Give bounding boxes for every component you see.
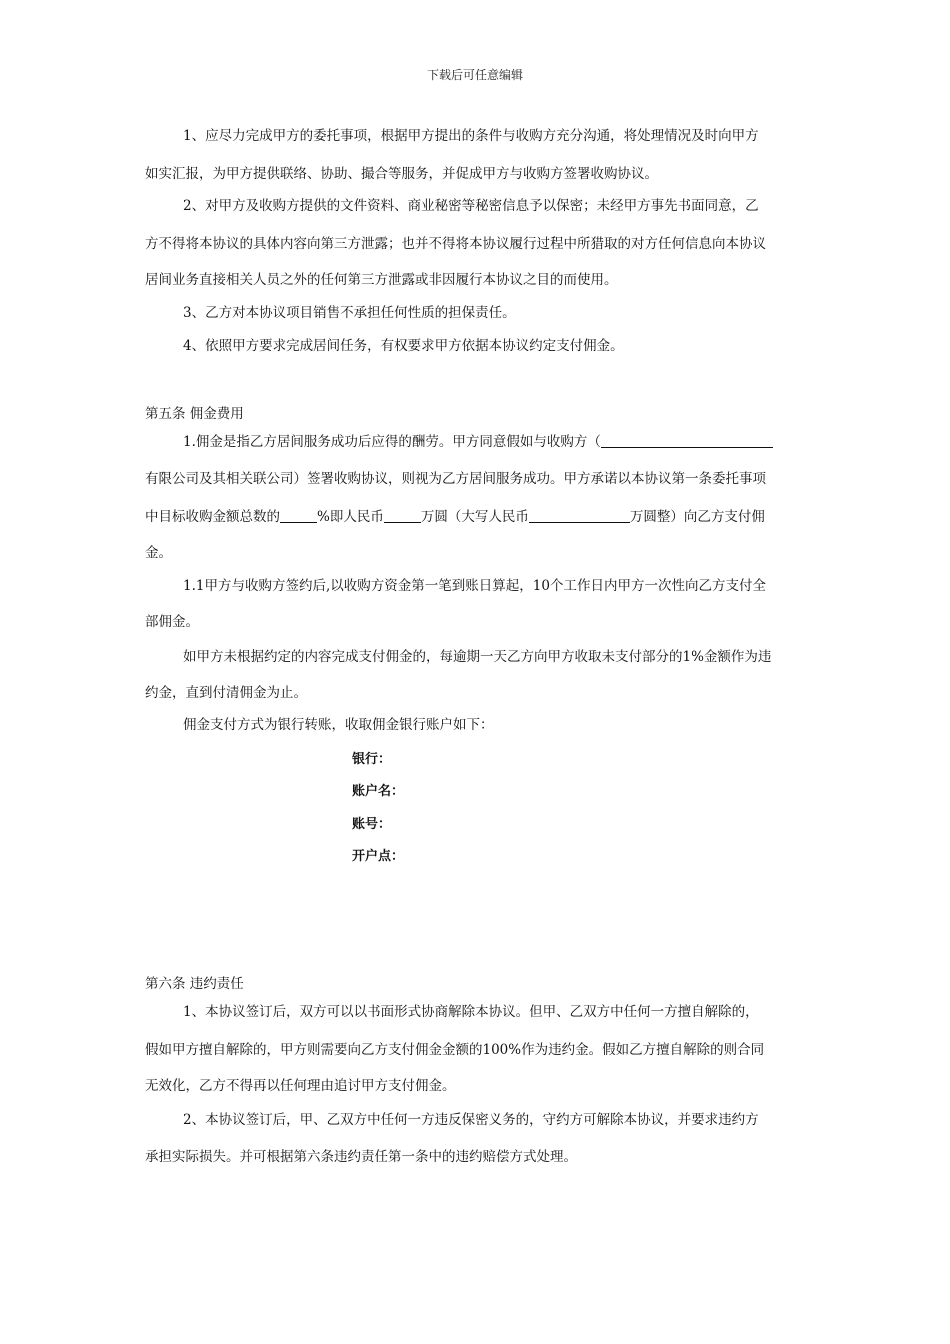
article-5-title: 第五条 佣金费用 bbox=[145, 406, 244, 422]
rmb-amount-blank[interactable] bbox=[384, 508, 421, 523]
article-5-line-4: 金。 bbox=[145, 545, 172, 561]
article-5-line-3 bbox=[145, 499, 810, 535]
article-5-text-d: 万圆整）向乙方支付佣 bbox=[629, 509, 765, 525]
article-6-1-line-1: 1、本协议签订后，双方可以以书面形式协商解除本协议。但甲、乙双方中任何一方擅自解除的， bbox=[183, 1004, 759, 1020]
account-name-label: 账户名： bbox=[352, 784, 405, 799]
percent-blank[interactable] bbox=[280, 508, 317, 523]
article-6-title: 第六条 违约责任 bbox=[145, 976, 244, 992]
article-6-1-line-2: 假如甲方擅自解除的，甲方则需要向乙方支付佣金金额的100%作为违约金。假如乙方擅自解除的则合同 bbox=[145, 1042, 765, 1058]
article-5-line-1 bbox=[145, 424, 810, 460]
bank-label: 银行： bbox=[352, 752, 392, 767]
article-6-1-line-3: 无效化，乙方不得再以任何理由追讨甲方支付佣金。 bbox=[145, 1078, 456, 1094]
article-6-2-line-2: 承担实际损失。并可根据第六条违约责任第一条中的违约赔偿方式处理。 bbox=[145, 1149, 577, 1165]
clause-1-line-1: 1、应尽力完成甲方的委托事项，根据甲方提出的条件与收购方充分沟通，将处理情况及时向甲方 bbox=[183, 128, 759, 144]
article-5-line-2: 有限公司及其相关联公司）签署收购协议，则视为乙方居间服务成功。甲方承诺以本协议第一条委托事项 bbox=[145, 471, 766, 487]
clause-2-line-1: 2、对甲方及收购方提供的文件资料、商业秘密等秘密信息予以保密；未经甲方事先书面同意，乙 bbox=[183, 198, 759, 214]
acquirer-name-blank[interactable] bbox=[601, 433, 773, 448]
clause-4: 4、依照甲方要求完成居间任务，有权要求甲方依据本协议约定支付佣金。 bbox=[183, 338, 624, 354]
late-payment-line-1: 如甲方未根据约定的内容完成支付佣金的，每逾期一天乙方向甲方收取未支付部分的1%金额作为违 bbox=[183, 649, 772, 665]
rmb-uppercase-blank[interactable] bbox=[529, 508, 630, 523]
clause-1-line-2: 如实汇报，为甲方提供联络、协助、撮合等服务，并促成甲方与收购方签署收购协议。 bbox=[145, 166, 658, 182]
article-5-1-line-2: 部佣金。 bbox=[145, 614, 199, 630]
clause-2-line-2: 方不得将本协议的具体内容向第三方泄露；也并不得将本协议履行过程中所猎取的对方任何信息向本协议 bbox=[145, 236, 766, 252]
late-payment-line-2: 约金，直到付清佣金为止。 bbox=[145, 685, 307, 701]
article-5-text: 1.佣金是指乙方居间服务成功后应得的酬劳。甲方同意假如与收购方（ bbox=[183, 434, 601, 450]
branch-label: 开户点： bbox=[352, 849, 405, 864]
payment-method: 佣金支付方式为银行转账，收取佣金银行账户如下： bbox=[183, 717, 494, 733]
article-5-1-line-1: 1.1甲方与收购方签约后,以收购方资金第一笔到账日算起，10个工作日内甲方一次性向乙方支付全 bbox=[183, 578, 766, 594]
page-header: 下载后可任意编辑 bbox=[426, 68, 523, 82]
article-5-text-a: 中目标收购金额总数的 bbox=[145, 509, 280, 525]
article-5-text-c: 万圆（大写人民币 bbox=[420, 509, 529, 525]
clause-2-line-3: 居间业务直接相关人员之外的任何第三方泄露或非因履行本协议之目的而使用。 bbox=[145, 272, 618, 288]
clause-3: 3、乙方对本协议项目销售不承担任何性质的担保责任。 bbox=[183, 305, 516, 321]
article-6-2-line-1: 2、本协议签订后，甲、乙双方中任何一方违反保密义务的，守约方可解除本协议，并要求违约方 bbox=[183, 1112, 759, 1128]
article-5-text-b: %即人民币 bbox=[317, 509, 384, 525]
account-number-label: 账号： bbox=[352, 817, 392, 832]
